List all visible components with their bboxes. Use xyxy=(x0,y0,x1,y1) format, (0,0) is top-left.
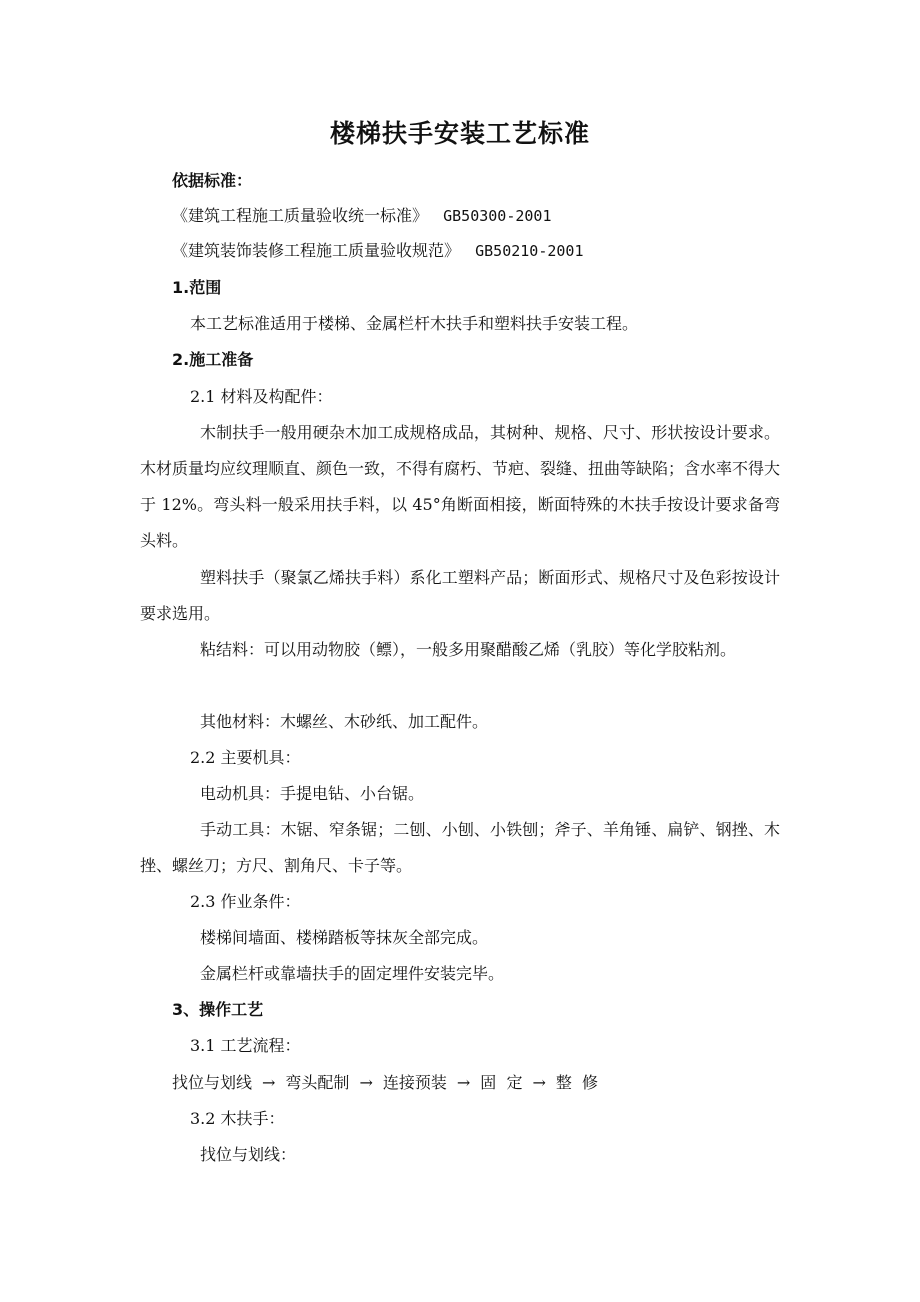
paragraph-adhesive: 粘结料：可以用动物胶（鳔），一般多用聚醋酸乙烯（乳胶）等化学胶粘剂。 xyxy=(200,640,737,659)
section-3-heading: 3、操作工艺 xyxy=(172,1000,264,1019)
subsection-3-1: 3.1 工艺流程： xyxy=(190,1036,301,1055)
subsection-2-1: 2.1 材料及构配件： xyxy=(190,387,333,406)
flow-step-3: 连接预装 xyxy=(382,1073,447,1092)
standard-1-name: 《建筑工程施工质量验收统一标准》 xyxy=(172,206,429,225)
flow-step-1: 找位与划线 xyxy=(172,1073,253,1092)
section-2-heading: 2.施工准备 xyxy=(172,350,254,369)
paragraph-condition-2: 金属栏杆或靠墙扶手的固定埋件安装完毕。 xyxy=(200,964,505,983)
paragraph-plastic-handrail: 塑料扶手（聚氯乙烯扶手料）系化工塑料产品；断面形式、规格尺寸及色彩按设计要求选用。 xyxy=(140,568,780,623)
paragraph-wood-handrail: 木制扶手一般用硬杂木加工成规格成品，其树种、规格、尺寸、形状按设计要求。木材质量均应纹理顺直、颜色一致，不得有腐朽、节疤、裂缝、扭曲等缺陷；含水率不得大于 12%。弯头料一般采用扶手料，以 45°角断面相接，断面特殊的木扶手按设计要求备弯头料。 xyxy=(140,423,781,550)
basis-heading: 依据标准： xyxy=(172,171,253,190)
flow-arrow-icon: → xyxy=(359,1073,373,1092)
subsection-2-3: 2.3 作业条件： xyxy=(190,892,301,911)
page-title: 楼梯扶手安装工艺标准 xyxy=(329,119,590,148)
subsection-2-2: 2.2 主要机具： xyxy=(190,748,301,767)
paragraph-condition-1: 楼梯间墙面、楼梯踏板等抹灰全部完成。 xyxy=(200,928,489,947)
flow-step-2: 弯头配制 xyxy=(285,1073,350,1092)
flow-arrow-icon: → xyxy=(262,1073,276,1092)
paragraph-locate-mark: 找位与划线： xyxy=(200,1145,297,1164)
paragraph-hand-tools: 手动工具：木锯、窄条锯；二刨、小刨、小铁刨；斧子、羊角锤、扁铲、钢挫、木挫、螺丝刀；方尺、割角尺、卡子等。 xyxy=(140,820,780,875)
flow-arrow-icon: → xyxy=(532,1073,546,1092)
standard-1-code: GB50300-2001 xyxy=(443,207,552,225)
standard-2-code: GB50210-2001 xyxy=(475,242,584,260)
standard-2 xyxy=(172,240,583,262)
flow-arrow-icon: → xyxy=(456,1073,471,1092)
paragraph-other-materials: 其他材料：木螺丝、木砂纸、加工配件。 xyxy=(200,712,489,731)
paragraph-power-tools: 电动机具：手提电钻、小台锯。 xyxy=(200,784,425,803)
flow-step-4: 固 定 xyxy=(480,1073,523,1092)
process-flow xyxy=(172,1070,598,1093)
section-1-heading: 1.范围 xyxy=(172,278,222,297)
standard-1 xyxy=(172,205,551,227)
section-1-text: 本工艺标准适用于楼梯、金属栏杆木扶手和塑料扶手安装工程。 xyxy=(190,314,639,333)
standard-2-name: 《建筑装饰装修工程施工质量验收规范》 xyxy=(172,241,461,260)
subsection-3-2: 3.2 木扶手： xyxy=(190,1109,285,1128)
flow-step-5: 整 修 xyxy=(555,1073,599,1092)
